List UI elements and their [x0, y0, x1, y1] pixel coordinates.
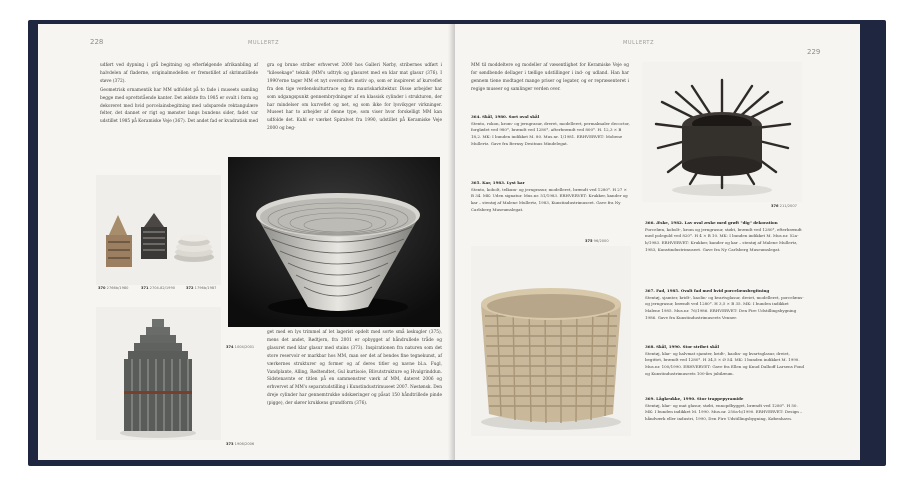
caption-375: 375 96/2000: [585, 239, 609, 243]
caption-370: 370 2766b/1980: [98, 286, 129, 290]
caption-374: 374 1004/2001: [226, 345, 255, 349]
catalog-entry-369: 369. Lågkrukke, 1990. Stor trappepyramide Stentøj, klar- og mat glasur, støbt, ennopdbygget, brændt ved 1280°. H 50. MK: I bunden indikket M. 1990. Mus.nr. 250a-b/1990. ERHVERVET: Design – håndværk eller industri, 1990, Den Fire Udstillingsbygning, København.: [645, 396, 803, 422]
catalog-entry-364: 364. Skål, 1980. Sort oval skål Stento, rokon, krom- og jerngrasur, dreret, modelleret, permalmaler decoctor, forglødet ved 980°, brændt ved 1280°, afterbrændt ved 800°. H. 12,3 × B 18,2. MK: I bunden indikket M. 80. Mus.nr. 1/1981. ERHVERVET: Mobene Mullertz. Gave fra Bernsy Desitnus Mindelegat.: [471, 114, 630, 146]
catalog-entry-368: 368. Skål, 1990. Stor stribet skål Stentøj, klar- og halvmat sjamter, kridt-, kaolin- og kvartsglasur, dreiet, begittet, brændt ved 1280°. H 34,5 × Ø 54. MK: I bunden indikket M. 1990. Mus.nr. 100/1990. ERHVERVET: Gave fra Ellen og Knud Dalhoff Larsens Fond og Kunstindustrimuseets 100-års jubilæum.: [645, 344, 805, 376]
photo-stepped-pyramid-box: [96, 307, 221, 440]
right-page: [455, 24, 860, 460]
photo-spiked-vessel: [642, 62, 802, 202]
photo-striped-bowl: [228, 157, 440, 327]
catalog-entry-366: 366. Æske, 1982. Lav oval æske med grøft "dig" dekoration Porcelæn, kobolt-, krom og jerngrasur, støbt, brændt ved 1280°, efterbrændt med poleguld ved 820°. H 4 × B 10. MK: I bunden indikket M. Mus.nr. 52a-b/1983. ERHVERVET: Krukker, kander og kar – stentøj af Malene Mullertz, 1983, Kunstindustrimuseet. Gave fra Ny Carlsberg Museumslegat.: [645, 220, 802, 252]
caption-371: 371 2704-82/1990: [141, 286, 176, 290]
photo-three-objects: [96, 175, 221, 285]
caption-372: 372 1796b/1987: [186, 286, 217, 290]
catalog-entry-365: 365. Kar, 1983. Lyst kar Stento, kobolt, telkum- og jerngrasur, modelleret, brændt ved 1280°. H 27 × B 34. MK: Uden signatur. Mus.nr. 51/1983. ERHVERVET: Krukker, kander og kar – stentøj af Malene Mullertz, 1983, Kunstindustrimuseet. Gave fra Ny Carlsberg Museumslegat.: [471, 180, 628, 212]
right-intro-paragraph: MM til moddeltere og modeller af væsentlighet for Keramiske Veje og for søndbende dellager i tællige udstillinger i ind- og udland. Han har gennem tiene modtaget mange priser og legater, og er repræsenteret i regige museer og samlinger verden over.: [471, 63, 629, 92]
left-column-1: [100, 62, 258, 127]
left-running-head: MULLERTZ: [248, 40, 280, 46]
right-intro: [471, 62, 629, 95]
right-page-number: 229: [807, 48, 821, 56]
left-col1-paragraph: udført ved dypning i grå begitning og efterfølgende afrikanbling af halvdelen af fladerne, originalmodellen er fremstillet af skrimatillede støve (372).: [100, 63, 258, 84]
left-page-number: 228: [90, 38, 104, 46]
left-col2-paragraph: gra og brune striber erhvervet 2000 hos Galleri Nørby, stribernes udført i "kilesekage" teknik (MM's udtryk og glasuret med en klar mat glasur (376). I 1990'erne tager MM et nyt overordnet motiv op, som er inspireret af kurveflet fra den tige verdenskulturtrace og fra mauriskarkitektur. Disse arbejder har som udgangspunkt gennembrydninger af en klassisk cylinder i strukturen, der har mindelser om kurveflet og net, og som ikke for lysvikyger virkninger. Museet har to arbejder af denne type, som viser hvor forskelligt MM kan udfolde det. Kuhl er værket Spiralvet fra 1990, udstillet på Keramiske Veje 2000 og beg-: [267, 63, 442, 132]
left-column-2: [267, 62, 442, 134]
left-page: [38, 24, 455, 460]
catalog-entry-367: 367. Fad, 1985. Ovalt fad med hvid porcelænsbegitning Stentøj, sjamter, kridt-, kaolin- og kvartsglasur, dreiet, modelleret, porcelæns- og jerngrasur, brændt ved 1280°. H 3,5 × B 35. MK: I bunden indikket Malene 1985. Mus.nr. 76/1986. ERHVERVET: Den Fire Udstillingsbygning 1986. Gave fra Kunstindustrimuseets Venner.: [645, 288, 804, 320]
left-col1-paragraph: Geometrisk ornamentik har MM udfoldet på to fade i museets samling begge med oprettstående kanter. Det ældste fra 1985 er ovalt i form og dekoreret med hvid porcelainsbegitning med udsparede rektangulære felter, det dannet er rigt og mønster langs bundens sider, fadet var udstillet 1985 på Keramiske Veje (367). Det andet fad er kvadratisk med: [100, 87, 259, 125]
photo-woven-basket: [471, 246, 631, 436]
left-col2-lower-paragraph: get med en lys trimmel af let lagerist opdelt med sorte små løskugler (375), mens det andet, Rødtjern, fra 2001 er opbygget af håndrullede tråde og glasuret med klar glasur med stains (373). Inspirationen fra naturen som det store reservoir er markbar hos MM, man ser det af bendes fine tegnekunst, af værkernes strukturer og former og af deres titler og navne bl.a. Fugl, Vandplante, Alling, Rødtendtet, Gul kurtisoie, Blivutstrukture og Hvalgrinddun. Sidstenavnte er titlen på en sammenstrer værk af MM, dateret 2006 og erhvervet af MM's separatudstilling i Kunstindustrimuseet 2007. Nøstønsk. Den dreje cylinder har gennemtrukke udskæringer og påsat 150 håndtrillede pinde (pigge), der slører krukkens grundform (376).: [267, 330, 442, 407]
caption-373: 373 1906/2006: [226, 442, 255, 446]
right-running-head: MULLERTZ: [623, 40, 655, 46]
left-column-2-lower: [267, 329, 442, 409]
caption-376: 376 211/2007: [771, 204, 797, 208]
